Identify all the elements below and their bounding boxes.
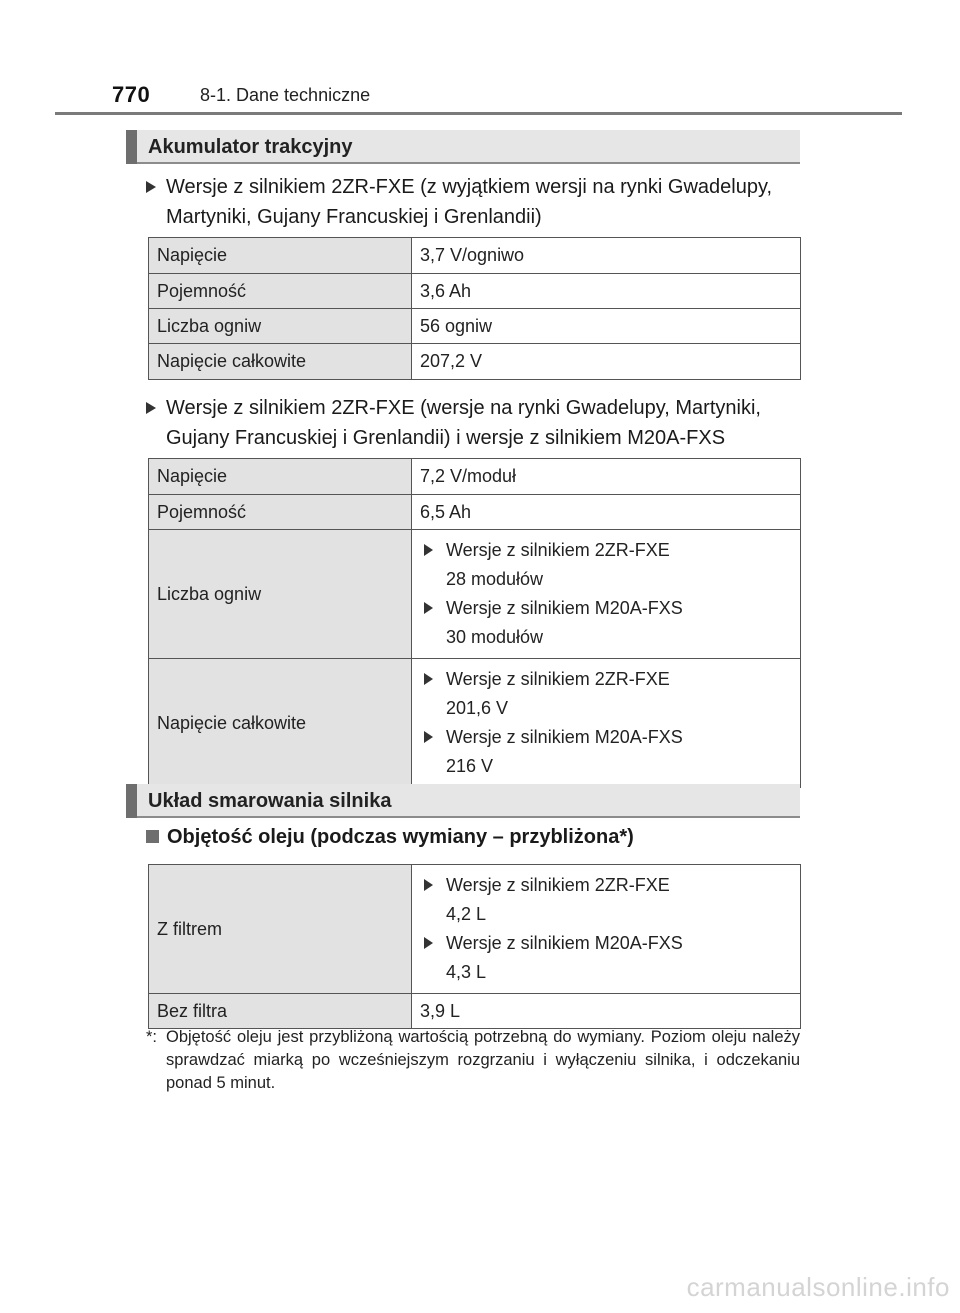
header-rule [55,112,902,115]
page-header [112,82,902,116]
bullet-text: Wersje z silnikiem 2ZR-FXE (wersje na rynki Gwadelupy, Martyniki, Gujany Francuskiej i Grenlandii) i wersje z silnikiem M20A-FXS [166,397,761,449]
table-row [149,659,801,788]
table-row [149,344,801,380]
sub-list [420,865,792,993]
sub-item-name: Wersje z silnikiem 2ZR-FXE [446,875,670,895]
row-value: 7,2 V/moduł [412,459,801,495]
table-row [149,994,801,1029]
square-bullet-icon [146,830,159,843]
row-label: Z filtrem [149,865,412,994]
watermark: carmanualsonline.info [686,1272,950,1302]
table-row [149,309,801,344]
row-value [412,530,801,659]
spec-table-oil [148,864,801,1029]
table-row [149,865,801,994]
row-label: Napięcie całkowite [149,659,412,788]
row-label: Napięcie [149,459,412,495]
table-row [149,274,801,309]
row-value: 3,7 V/ogniwo [412,238,801,274]
footnote-text: Objętość oleju jest przybliżoną wartością potrzebną do wymiany. Poziom oleju należy sprawdzać miarką po wcześniejszym rozgrzaniu i wyłączeniu silnika, i odczekaniu ponad 5 minut. [166,1028,800,1092]
row-value [412,865,801,994]
triangle-bullet-icon [146,402,156,414]
sub-item-name: Wersje z silnikiem M20A-FXS [446,933,683,953]
sub-list [420,659,792,787]
row-label: Bez filtra [149,994,412,1029]
spec-table-battery-1 [148,237,801,380]
table-row [149,238,801,274]
row-value [412,659,801,788]
triangle-bullet-icon [424,937,433,949]
sub-item-name: Wersje z silnikiem M20A-FXS [446,727,683,747]
row-value: 6,5 Ah [412,495,801,530]
spec-table-battery-2 [148,458,801,788]
bullet-heading-2zr-excl [146,172,806,232]
row-value: 207,2 V [412,344,801,380]
chapter-title: 8-1. Dane techniczne [200,85,371,105]
sub-item [420,871,792,900]
row-label: Napięcie całkowite [149,344,412,380]
triangle-bullet-icon [424,731,433,743]
triangle-bullet-icon [424,602,433,614]
section-title: Akumulator trakcyjny [148,136,353,158]
section-bar-engine-lubrication [126,784,800,818]
sub-item-value: 201,6 V [446,698,509,718]
row-label: Napięcie [149,238,412,274]
section-bar-traction-battery [126,130,800,164]
page-number: 770 [112,82,151,107]
row-label: Liczba ogniw [149,309,412,344]
subheading-oil-capacity [146,826,634,849]
sub-item-name: Wersje z silnikiem 2ZR-FXE [446,669,670,689]
sub-item [420,723,792,752]
section-title: Układ smarowania silnika [148,790,392,812]
row-value: 3,6 Ah [412,274,801,309]
sub-item [420,929,792,958]
sub-item-value: 30 modułów [446,627,544,647]
triangle-bullet-icon [424,673,433,685]
row-label: Liczba ogniw [149,530,412,659]
triangle-bullet-icon [424,544,433,556]
sub-item-value: 28 modułów [446,569,544,589]
row-label: Pojemność [149,495,412,530]
sub-item [420,536,792,565]
sub-item-value: 216 V [446,756,494,776]
sub-item-value: 4,3 L [446,962,487,982]
sub-item [420,665,792,694]
row-value: 3,9 L [412,994,801,1029]
row-value: 56 ogniw [412,309,801,344]
row-label: Pojemność [149,274,412,309]
bullet-text: Wersje z silnikiem 2ZR-FXE (z wyjątkiem wersji na rynki Gwadelupy, Martyniki, Gujany Francuskiej i Grenlandii) [166,176,773,228]
sub-list [420,530,792,658]
table-row [149,530,801,659]
sub-item-value: 4,2 L [446,904,487,924]
bullet-heading-2zr-incl-m20a [146,393,806,453]
triangle-bullet-icon [146,181,156,193]
table-row [149,459,801,495]
footnote [146,1026,800,1095]
table-row [149,495,801,530]
sub-item [420,594,792,623]
sub-item-name: Wersje z silnikiem 2ZR-FXE [446,540,670,560]
subheading-text: Objętość oleju (podczas wymiany – przybliżona*) [167,826,634,848]
footnote-mark: *: [146,1028,158,1046]
sub-item-name: Wersje z silnikiem M20A-FXS [446,598,683,618]
triangle-bullet-icon [424,879,433,891]
